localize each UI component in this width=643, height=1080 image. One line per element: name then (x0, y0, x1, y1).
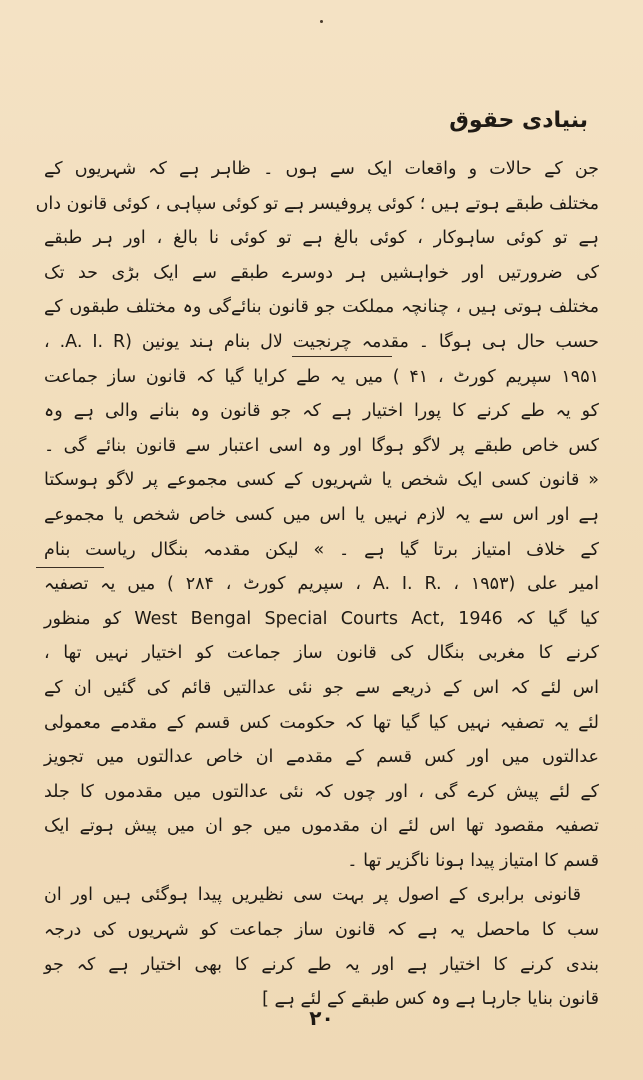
text-line: کو یہ طے کرنے کا پورا اختیار ہے کہ جو قانون وہ بنانے والی ہے وہ (44, 401, 599, 422)
text-line: کے لئے پیش کرے گی ، اور چوں کہ نئی عدالتوں میں مقدموں کا جلد (44, 781, 599, 802)
text-line: تصفیہ مقصود تھا اس لئے ان مقدموں میں جو ان میں پیش ہوتے ایک (44, 816, 599, 837)
underline-mark (292, 356, 392, 357)
text-line: کے خلاف امتیاز برتا گیا ہے ۔ » لیکن مقدمہ بنگال ریاست بنام (44, 539, 599, 560)
text-line: کس خاص طبقے پر لاگو ہوگا اور وہ اسی اعتبار سے قانون بنائے گی ۔ (44, 435, 599, 456)
page-speck (320, 20, 323, 23)
body-text (35, 152, 600, 1017)
text-line: ہے اور اس سے یہ لازم نہیں یا اس میں کسی خاص شخص یا مجموعے (44, 504, 599, 525)
text-line: قانونی برابری کے اصول پر بہت سی نظیریں پیدا ہوگئی ہیں اور ان (44, 885, 581, 906)
text-line: سب کا ماحصل یہ ہے کہ قانون ساز جماعت کو شہریوں کی درجہ (44, 920, 599, 941)
text-line: مختلف ہوتی ہیں ، چنانچہ مملکت جو قانون بنائےگی وہ مختلف طبقوں کے (44, 297, 599, 318)
text-line: قانون بنایا جارہا ہے وہ کس طبقے کے لئے ہے ] (262, 989, 599, 1010)
text-line: بندی کرنے کا اختیار ہے اور یہ طے کرنے کا بھی اختیار ہے کہ جو (44, 954, 599, 975)
text-line: ۱۹۵۱ سپریم کورٹ ، ۴۱ ) میں یہ طے کرایا گیا کہ قانون ساز جماعت (44, 366, 599, 387)
page-number: ۲۰ (309, 1006, 334, 1030)
text-line: کرنے کا مغربی بنگال کی قانون ساز جماعت کو اختیار نہیں تھا ، (44, 643, 599, 664)
text-line: کیا گیا کہ West Bengal Special Courts Act, 1946 کو منظور (44, 608, 599, 629)
text-line: مختلف طبقے ہوتے ہیں ؛ کوئی پروفیسر ہے تو کوئی سپاہی ، کوئی قانون داں (35, 193, 599, 214)
underline-mark (36, 567, 104, 568)
running-header: بنیادی حقوق (449, 108, 588, 133)
text-line: جن کے حالات و واقعات ایک سے ہوں ۔ ظاہر ہے کہ شہریوں کے (44, 159, 599, 179)
text-line: امیر علی (A. I. R. ، ۱۹۵۳ ، سپریم کورٹ ، ۲۸۴ ) میں یہ تصفیہ (44, 574, 599, 595)
text-line: لئے یہ تصفیہ نہیں کیا گیا تھا کہ حکومت کس قسم کے مقدمے معمولی (44, 712, 599, 733)
text-line: « قانون کسی ایک شخص یا شہریوں کے کسی مجموعے پر لاگو ہوسکتا (44, 470, 599, 491)
text-line: حسب حال ہی ہوگا ۔ مقدمہ چرنجیت لال بنام ہند یونین (A. I. R. ، (44, 331, 600, 352)
text-line: کی ضرورتیں اور خواہشیں ہر دوسرے طبقے سے ایک بڑی حد تک (44, 262, 599, 283)
text-line: قسم کا امتیاز پیدا ہونا ناگزیر تھا ۔ (347, 850, 599, 871)
text-line: ہے تو کوئی ساہوکار ، کوئی بالغ ہے تو کوئی نا بالغ ، اور ہر طبقے (44, 228, 599, 249)
text-line: عدالتوں میں اور کس قسم کے مقدمے ان خاص عدالتوں میں تجویز (44, 747, 599, 768)
text-line: اس لئے کہ اس کے ذریعے سے جو نئی عدالتیں قائم کی گئیں ان کے (44, 677, 599, 698)
